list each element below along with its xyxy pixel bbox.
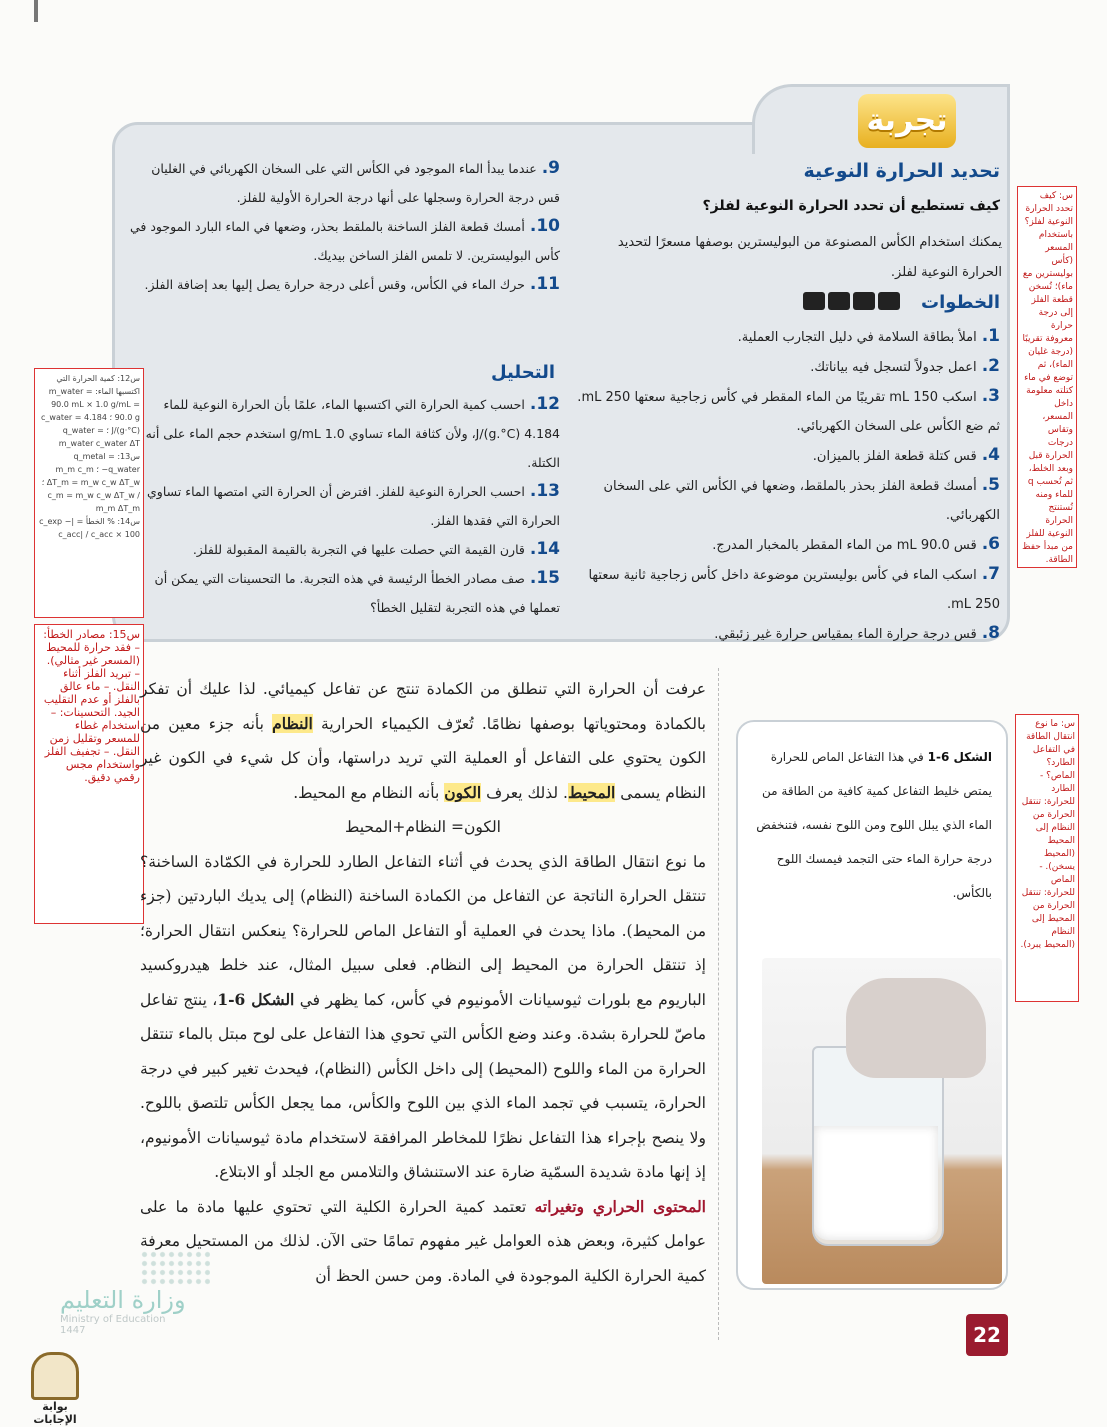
goggles-icon <box>878 292 900 310</box>
step-item: 4.قس كتلة قطعة الفلز بالميزان. <box>812 445 1000 465</box>
answer-note-calculations <box>34 368 144 618</box>
top-edge-bar <box>34 0 38 22</box>
beaker-mixture <box>814 1126 938 1240</box>
analysis-heading: التحليل <box>490 362 555 383</box>
paragraph-energy-transfer: ما نوع انتقال الطاقة الذي يحدث في أثناء التفاعل الطارد للحرارة في الكمّادة الساخنة؟ تنتقل الحرارة الناتجة عن التفاعل من الكمادة الساخنة (النظام) إلى يديك الباردتين (جزء من المحيط). ماذا يحدث في العملية أو التفاعل الماص للحرارة؟ ينعكس انتقال الحرارة؛ إذ تنتقل الحرارة من المحيط إلى النظام. فعلى سبيل المثال، عند خلط هيدروكسيد الباريوم مع بلورات ثيوسيانات الأمونيوم في كأس، كما يظهر في الشكل 6-1، ينتج تفاعل ماصّ للحرارة بشدة. وعند وضع الكأس التي تحوي هذا التفاعل على لوح مبتل بالماء تنتقل الحرارة من الماء واللوح (المحيط) إلى داخل الكأس (النظام)، فيحدث تغير كبير في درجة الحرارة، يتسبب في تجمد الماء الذي بين اللوح والكأس، مما يجعل الكأس تلتصق باللوح. ولا ينصح بإجراء هذا التفاعل نظرًا للمخاطر المرافقة لاستخدام مادة ثيوسيانات الأمونيوم، إذ إنها مادة شديدة السمّية ضارة عند الاستنشاق والتلامس مع الجلد أو الابتلاع. <box>140 852 706 1181</box>
step-item: 6.قس 90.0 mL من الماء المقطر بالمخبار المدرج. <box>712 534 1000 554</box>
body-text <box>140 672 706 1293</box>
step-item: 9.عندما يبدأ الماء الموجود في الكأس التي على السخان الكهربائي في الغليان قس درجة الحرارة وسجلها على أنها درجة الحرارة الأولية للفلز. <box>151 158 560 205</box>
step-item: 1.املأ بطاقة السلامة في دليل التجارب العملية. <box>737 326 1000 346</box>
answer-note-q12: س12: كمية الحرارة التي اكتسبها الماء: m_water = 90.0 mL × 1.0 g/mL = 90.0 g ؛ c_water = 4.184 J/(g·°C) ؛ q_water = m_water c_water ΔT <box>41 374 140 448</box>
site-logo[interactable] <box>20 1352 90 1426</box>
page-number: 22 <box>966 1314 1008 1356</box>
experiment-intro: يمكنك استخدام الكأس المصنوعة من البوليسترين بوصفها مسعرًا لتحديد الحرارة النوعية لفلز. <box>617 235 1002 280</box>
apron-icon <box>828 292 850 310</box>
analysis-item: 12.احسب كمية الحرارة التي اكتسبها الماء، علمًا بأن الحرارة النوعية للماء 4.184 J/(g.°C)، ولأن كثافة الماء تساوي 1.0 g/mL استخدم حجم الماء على أنه الكتلة. <box>145 394 560 470</box>
figure-caption: الشكل 6-1 في هذا التفاعل الماص للحرارة يمتص خليط التفاعل كمية كافية من الطاقة من الماء الذي يبلل اللوح ومن اللوح نفسه، فتنخفض درجة حرارة الماء حتى التجمد فيمسك اللوح بالكأس. <box>756 750 992 900</box>
step-item: 11.حرك الماء في الكأس، وقس أعلى درجة حرارة يصل إليها بعد إضافة الفلز. <box>144 274 560 294</box>
analysis-item: 13.احسب الحرارة النوعية للفلز. افترض أن الحرارة التي امتصها الماء تساوي الحرارة التي فقدها الفلز. <box>147 481 560 528</box>
paragraph-system: عرفت أن الحرارة التي تنطلق من الكمادة تنتج عن تفاعل كيميائي. لذا عليك أن تفكر بالكمادة ومحتوياتها بوصفها نظامًا. تُعرّف الكيمياء الحرارية النظام بأنه جزء معين من الكون يحتوي على التفاعل أو العملية التي تريد دراستها، وأن كل شيء في الكون غير النظام يسمى المحيط. لذلك يعرف الكون بأنه النظام مع المحيط. <box>140 680 706 802</box>
steps-list-continued <box>130 154 560 299</box>
step-item: 7.اسكب الماء في كأس بوليسترين موضوعة داخل كأس زجاجية ثانية سعتها 250 mL. <box>588 564 1000 612</box>
gloved-hand <box>846 978 986 1078</box>
ministry-logo-dots <box>140 1250 210 1286</box>
ministry-name-ar: وزارة التعليم <box>60 1286 186 1314</box>
answer-note-specific-heat: س: كيف تحدد الحرارة النوعية لفلز؟ باستخدام المسعر (كأس بوليسترين مع ماء)؛ تُسخن قطعة الفلز إلى درجة حرارة معروفة تقريبًا (درجة غليان الماء)، ثم توضع في ماء كتلته معلومة داخل المسعر، وتقاس درجات الحرارة قبل وبعد الخلط، ثم تُحسب q للماء ومنه تُستنتج الحرارة النوعية للفلز من مبدأ حفظ الطاقة. <box>1017 186 1077 568</box>
mosque-arch-icon <box>31 1352 79 1400</box>
term-system: النظام <box>272 713 313 733</box>
answer-note-energy-transfer: س: ما نوع انتقال الطاقة في التفاعل الطارد؟ الماص؟ - الطارد للحرارة: تنتقل الحرارة من النظام إلى المحيط (المحيط يسخن). - الماص للحرارة: تنتقل الحرارة من المحيط إلى النظام (المحيط يبرد). <box>1015 714 1079 1002</box>
term-universe: الكون <box>444 782 482 802</box>
column-divider <box>718 668 719 1340</box>
paragraph-enthalpy: المحتوى الحراري وتغيراته تعتمد كمية الحرارة الكلية التي تحتوي عليها مادة ما على عوامل كثيرة، وبعض هذه العوامل غير مفهوم تمامًا حتى الآن. لذلك من المستحيل معرفة كمية الحرارة الكلية الموجودة في المادة. ومن حسن الحظ أن <box>140 1196 706 1285</box>
analysis-item: 14.قارن القيمة التي حصلت عليها في التجربة بالقيمة المقبولة للفلز. <box>192 539 560 559</box>
answer-note-q14: س14: % الخطأ = |c_exp − c_acc| / c_acc × 100 <box>39 517 140 539</box>
analysis-item: 15.صف مصادر الخطأ الرئيسة في هذه التجربة. ما التحسينات التي يمكن أن تعملها في هذه التجربة لتقليل الخطأ؟ <box>154 568 560 615</box>
heading-enthalpy: المحتوى الحراري وتغيراته <box>534 1196 706 1216</box>
gloves-icon <box>853 292 875 310</box>
safety-icons <box>800 292 900 312</box>
analysis-list <box>130 390 560 622</box>
ministry-name-en: Ministry of Education <box>60 1314 166 1325</box>
answer-note-errors: س15: مصادر الخطأ: – فقد حرارة للمحيط (المسعر غير مثالي). – تبريد الفلز أثناء النقل. – ماء عالق بالفلز أو عدم التقليب الجيد. التحسينات: – استخدام غطاء للمسعر وتقليل زمن النقل. – تجفيف الفلز واستخدام مجس رقمي دقيق. <box>34 624 144 924</box>
term-surroundings: المحيط <box>567 782 616 802</box>
steps-list <box>576 322 1000 649</box>
steps-heading: الخطوات <box>921 292 1000 313</box>
hot-hazard-icon <box>803 292 825 310</box>
step-item: 2.اعمل جدولاً لتسجل فيه بياناتك. <box>810 356 1000 376</box>
ministry-year: 1447 <box>60 1325 86 1336</box>
experiment-question: كيف تستطيع أن تحدد الحرارة النوعية لفلز؟ <box>702 198 1000 214</box>
step-item: 8.قس درجة حرارة الماء بمقياس حرارة غير زئبقي. <box>714 623 1000 643</box>
site-logo-text: بوابة الإجابات <box>33 1400 77 1426</box>
experiment-badge: تجربة <box>858 94 956 148</box>
step-item: 3.اسكب 150 mL تقريبًا من الماء المقطر في كأس زجاجية سعتها 250 mL. ثم ضع الكأس على السخان الكهربائي. <box>577 386 1000 434</box>
figure-reference: الشكل 6-1 <box>217 989 295 1009</box>
step-item: 10.أمسك قطعة الفلز الساخنة بالملقط بحذر، وضعها في الماء البارد الموجود في كأس البوليسترين. لا تلمس الفلز الساخن بيديك. <box>130 216 560 263</box>
equation-universe: الكون= النظام+المحيط <box>344 818 501 836</box>
experiment-title: تحديد الحرارة النوعية <box>803 160 1000 182</box>
figure-label: الشكل 6-1 <box>927 750 992 764</box>
answer-note-q13: س13: q_metal = −q_water ؛ m_m c_m ΔT_m = m_w c_w ΔT_w ؛ c_m = m_w c_w ΔT_w / m_m ΔT_m <box>41 452 140 513</box>
step-item: 5.أمسك قطعة الفلز بحذر بالملقط، وضعها في الكأس التي على السخان الكهربائي. <box>603 475 1000 523</box>
